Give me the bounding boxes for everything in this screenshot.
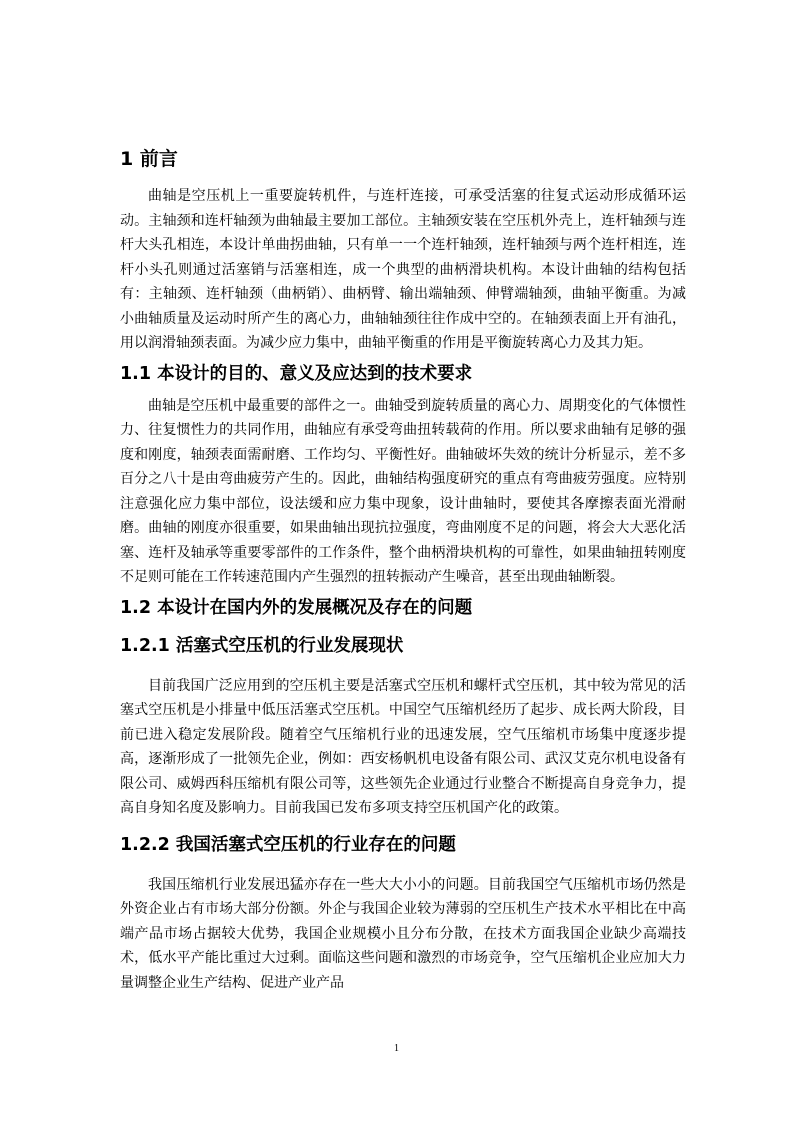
paragraph-1-1: 曲轴是空压机中最重要的部件之一。曲轴受到旋转质量的离心力、周期变化的气体惯性力、往复惯性力的共同作用，曲轴应有承受弯曲扭转载荷的作用。所以要求曲轴有足够的强度和刚度，轴颈表面需耐磨、工作均匀、平衡性好。曲轴破坏失效的统计分析显示，差不多百分之八十是由弯曲疲劳产生的。因此，曲轴结构强度研究的重点有弯曲疲劳强度。应特别注意强化应力集中部位，设法缓和应力集中现象，设计曲轴时，要使其各摩擦表面光滑耐磨。曲轴的刚度亦很重要，如果曲轴出现抗拉强度，弯曲刚度不足的问题，将会大大恶化活塞、连杆及轴承等重要零部件的工作条件，整个曲柄滑块机构的可靠性，如果曲轴扭转刚度不足则可能在工作转速范围内产生强烈的扭转振动产生噪音，甚至出现曲轴断裂。 <box>120 397 686 585</box>
paragraph-1-2-1: 目前我国广泛应用到的空压机主要是活塞式空压机和螺杆式空压机，其中较为常见的活塞式空压机是小排量中低压活塞式空压机。中国空气压缩机经历了起步、成长两大阶段，目前已进入稳定发展阶段。随着空气压缩机行业的迅速发展，空气压缩机市场集中度逐步提高，逐渐形成了一批领先企业，例如：西安杨帆机电设备有限公司、武汉艾克尔机电设备有限公司、威姆西科压缩机有限公司等，这些领先企业通过行业整合不断提高自身竞争力，提高自身知名度及影响力。目前我国已发布多项支持空压机国产化的政策。 <box>120 677 686 816</box>
page-body <box>120 142 686 997</box>
section-heading-1-2-1: 1.2.1 活塞式空压机的行业发展现状 <box>120 635 404 656</box>
section-heading-1-2: 1.2 本设计在国内外的发展概况及存在的问题 <box>120 597 473 618</box>
paragraph-intro: 曲轴是空压机上一重要旋转机件，与连杆连接，可承受活塞的往复式运动形成循环运动。主轴颈和连杆轴颈为曲轴最主要加工部位。主轴颈安装在空压机外壳上，连杆轴颈与连杆大头孔相连，本设计单曲拐曲轴，只有单一一个连杆轴颈，连杆轴颈与两个连杆相连，连杆小头孔则通过活塞销与活塞相连，成一个典型的曲柄滑块机构。本设计曲轴的结构包括有：主轴颈、连杆轴颈（曲柄销）、曲柄臂、输出端轴颈、伸臂端轴颈，曲轴平衡重。为减小曲轴质量及运动时所产生的离心力，曲轴轴颈往往作成中空的。在轴颈表面上开有油孔，用以润滑轴颈表面。为减少应力集中，曲轴平衡重的作用是平衡旋转离心力及其力矩。 <box>120 188 686 351</box>
section-heading-intro: 1 前言 <box>120 148 178 170</box>
section-heading-1-2-2: 1.2.2 我国活塞式空压机的行业存在的问题 <box>120 834 456 855</box>
paragraph-1-2-2: 我国压缩机行业发展迅猛亦存在一些大大小小的问题。目前我国空气压缩机市场仍然是外资企业占有市场大部分份额。外企与我国企业较为薄弱的空压机生产技术水平相比在中高端产品市场占据较大优势，我国企业规模小且分布分散，在技术方面我国企业缺少高端技术，低水平产能比重过大过剩。面临这些问题和激烈的市场竞争，空气压缩机企业应加大力量调整企业生产结构、促进产业产品 <box>120 876 686 991</box>
section-heading-1-1: 1.1 本设计的目的、意义及应达到的技术要求 <box>120 363 473 384</box>
page-number: 1 <box>394 1043 399 1054</box>
